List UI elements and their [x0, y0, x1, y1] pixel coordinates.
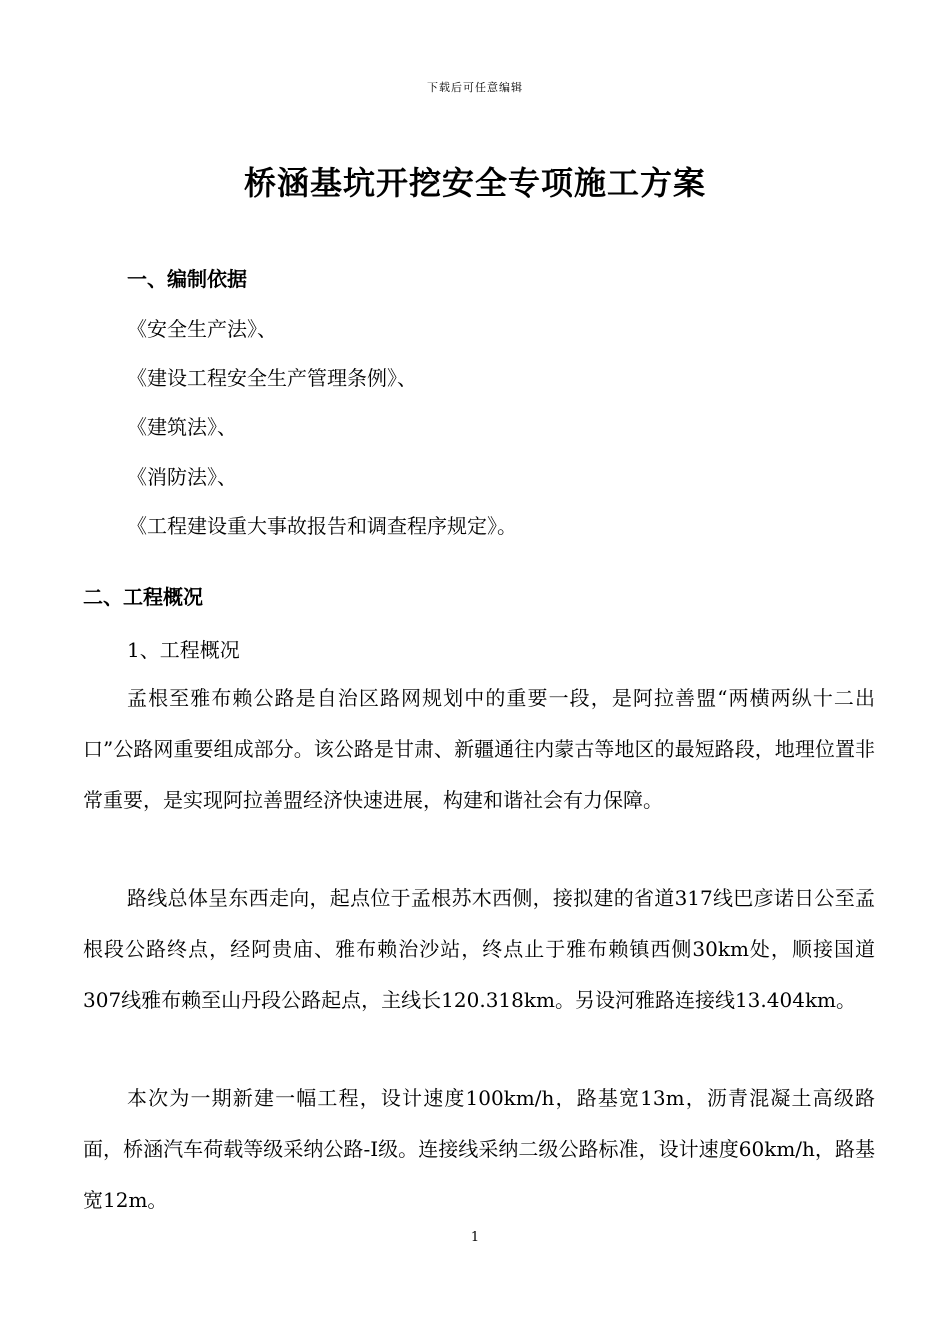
document-title: 桥涵基坑开挖安全专项施工方案 [243, 164, 706, 202]
basis-item: 《建筑法》、 [127, 415, 237, 439]
section-heading-overview: 二、工程概况 [83, 585, 203, 609]
overview-paragraph: 路线总体呈东西走向，起点位于孟根苏木西侧，接拟建的省道317线巴彦诺日公至孟根段公路终点，经阿贵庙、雅布赖治沙站，终点止于雅布赖镇西侧30km处，顺接国道307线雅布赖至山丹段公路起点，主线长120.318km。另设河雅路连接线13.404km。 [83, 886, 875, 1012]
page-number: 1 [470, 1230, 480, 1245]
overview-paragraph: 本次为一期新建一幅工程，设计速度100km/h，路基宽13m，沥青混凝土高级路面，桥涵汽车荷载等级采纳公路-I级。连接线采纳二级公路标准，设计速度60km/h，路基宽12m。 [83, 1086, 875, 1212]
overview-paragraph: 孟根至雅布赖公路是自治区路网规划中的重要一段，是阿拉善盟“两横两纵十二出口”公路网重要组成部分。该公路是甘肃、新疆通往内蒙古等地区的最短路段，地理位置非常重要，是实现阿拉善盟经济快速进展，构建和谐社会有力保障。 [83, 686, 875, 812]
header-note: 下载后可任意编辑 [427, 81, 523, 94]
basis-item: 《建设工程安全生产管理条例》、 [127, 366, 417, 390]
section-heading-basis: 一、编制依据 [127, 267, 247, 291]
basis-item: 《工程建设重大事故报告和调查程序规定》。 [127, 514, 517, 538]
subsection-heading: 1、工程概况 [127, 638, 240, 662]
basis-item: 《安全生产法》、 [127, 317, 277, 341]
basis-item: 《消防法》、 [127, 465, 237, 489]
